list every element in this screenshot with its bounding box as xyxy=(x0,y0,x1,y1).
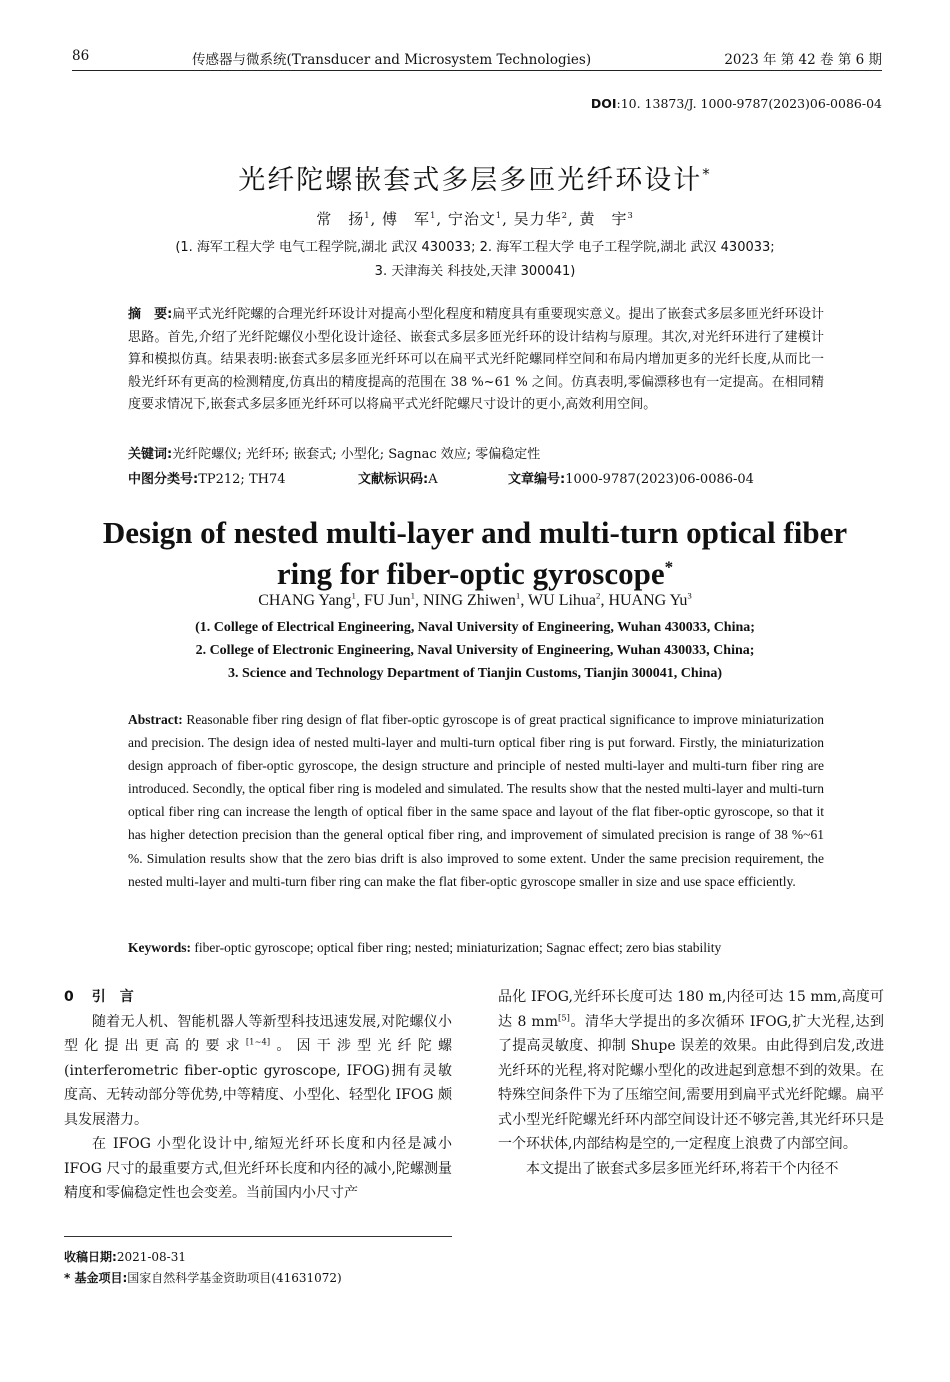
section-number: 0 xyxy=(64,989,74,1005)
clc-value: TP212; TH74 xyxy=(198,472,286,487)
paragraph-text: 品化 IFOG,光纤环长度可达 180 m,内径可达 15 mm,高度可达 8 mm xyxy=(498,989,884,1030)
author-name: 傅 军 xyxy=(382,210,431,228)
chinese-affiliations xyxy=(100,236,850,284)
affiliation-line: 3. Science and Technology Department of Tianjin Customs, Tianjin 300041, China) xyxy=(227,666,723,681)
keywords-label: 关键词: xyxy=(128,447,173,462)
author-affil-mark: 2 xyxy=(561,210,568,220)
author-affil-mark: 2 xyxy=(596,590,601,601)
chinese-abstract xyxy=(128,304,824,417)
author-name: HUANG Yu xyxy=(608,592,688,609)
title-footnote-mark: * xyxy=(664,557,674,577)
fund-info xyxy=(64,1268,464,1289)
citation: [5] xyxy=(557,1011,570,1022)
keywords-label: Keywords: xyxy=(128,940,191,955)
article-number-label: 文章编号: xyxy=(508,472,566,487)
author-affil-mark: 3 xyxy=(627,210,634,220)
english-authors: CHANG Yang$^1$, FU Jun$^1$, NING Zhiwen$^1$, WU Lihua$^2$, HUANG Yu$^3$ xyxy=(258,590,692,609)
chinese-keywords xyxy=(128,443,824,462)
clc-group xyxy=(128,468,286,487)
author-affil-mark: 1 xyxy=(430,210,437,220)
doi-line xyxy=(591,96,882,111)
title-footnote-mark: * xyxy=(702,165,712,183)
fund-value: 国家自然科学基金资助项目(41631072) xyxy=(127,1271,342,1285)
english-title xyxy=(60,512,890,594)
author-affil-mark: 1 xyxy=(495,210,503,220)
author-name: 宁治文 xyxy=(447,210,496,228)
footnotes xyxy=(64,1247,464,1289)
author-affil-mark: 1 xyxy=(351,590,356,601)
author-affil-mark: 1 xyxy=(364,210,371,220)
doc-code-label: 文献标识码: xyxy=(358,472,429,487)
doc-code-group xyxy=(358,468,438,487)
abstract-label: Abstract: xyxy=(128,712,183,727)
doi-value: :10. 13873/J. 1000-9787(2023)06-0086-04 xyxy=(616,96,882,111)
paragraph xyxy=(64,1132,452,1206)
body-column-left xyxy=(64,985,452,1206)
affiliation-line: (1. 海军工程大学 电气工程学院,湖北 武汉 430033; 2. 海军工程大学 电子工程学院,湖北 武汉 430033; xyxy=(175,240,775,255)
chinese-authors: 常 扬$^1$, 傅 军$^1$, 宁治文$^1$, 吴力华$^2$, 黄 宇$^3$ xyxy=(316,210,634,228)
english-title-line: ring for fiber-optic gyroscope xyxy=(276,556,665,591)
chinese-title-text: 光纤陀螺嵌套式多层多匝光纤环设计 xyxy=(238,165,703,196)
abstract-label: 摘 要: xyxy=(128,307,173,322)
author-affil-mark: 1 xyxy=(410,590,416,601)
article-number-group xyxy=(508,468,754,487)
paragraph-text: 本文提出了嵌套式多层多匝光纤环,将若干个内径不 xyxy=(526,1160,839,1177)
author-name: 黄 宇 xyxy=(579,210,628,228)
issue-info: 2023 年 第 42 卷 第 6 期 xyxy=(724,52,882,68)
affiliation-line: 2. College of Electronic Engineering, Naval University of Engineering, Wuhan 430033, China; xyxy=(195,643,755,658)
footnote-divider xyxy=(64,1236,452,1237)
paragraph-text: 在 IFOG 小型化设计中,缩短光纤环长度和内径是减小 IFOG 尺寸的最重要方式,但光纤环长度和内径的减小,陀螺测量精度和零偏稳定性也会变差。当前国内小尺寸产 xyxy=(64,1136,452,1201)
fund-label: * 基金项目: xyxy=(64,1271,128,1285)
keywords-text: fiber-optic gyroscope; optical fiber ring; nested; miniaturization; Sagnac effect; zero bias stability xyxy=(194,940,722,955)
doc-code-value: A xyxy=(428,472,438,487)
author-affil-mark: 3 xyxy=(687,590,692,601)
affiliation-line: 3. 天津海关 科技处,天津 300041) xyxy=(374,264,576,279)
keywords-text: 光纤陀螺仪; 光纤环; 嵌套式; 小型化; Sagnac 效应; 零偏稳定性 xyxy=(172,447,541,462)
abstract-text: 扁平式光纤陀螺的合理光纤环设计对提高小型化程度和精度具有重要现实意义。提出了嵌套式多层多匝光纤环设计思路。首先,介绍了光纤陀螺仪小型化设计途径、嵌套式多层多匝光纤环的设计结构与原理。其次,对光纤环进行了建模计算和模拟仿真。结果表明:嵌套式多层多匝光纤环可以在扁平式光纤陀螺同样空间和布局内增加更多的光纤长度,从而比一般光纤环有更高的检测精度,仿真出的精度提高的范围在 38 %~61 % 之间。仿真表明,零偏漂移也有一定提高。在相同精度要求情况下,嵌套式多层多匝光纤环可以将扁平式光纤陀螺尺寸设计的更小,高效利用空间。 xyxy=(128,307,824,413)
english-keywords xyxy=(128,940,824,956)
author-name: 吴力华 xyxy=(513,210,562,228)
section-title: 引 言 xyxy=(91,989,134,1005)
paragraph xyxy=(498,1157,884,1182)
article-number-value: 1000-9787(2023)06-0086-04 xyxy=(565,472,754,487)
author-name: FU Jun xyxy=(363,592,411,609)
author-name: 常 扬 xyxy=(316,210,365,228)
section-heading xyxy=(64,985,452,1010)
paragraph-text: 随着无人机、智能机器人等新型科技迅速发展,对陀螺仪小型化提出更高的要求 xyxy=(64,1013,452,1054)
paragraph-text: 。因干涉型光纤陀螺(interferometric fiber-optic gyroscope, IFOG)拥有灵敏度高、无转动部分等优势,中等精度、小型化、轻型化 IFOG 颇具发展潜力。 xyxy=(64,1038,452,1128)
running-header xyxy=(72,48,882,71)
author-name: NING Zhiwen xyxy=(423,592,516,609)
author-affil-mark: 1 xyxy=(515,590,521,601)
english-title-line: Design of nested multi-layer and multi-turn optical fiber xyxy=(102,515,848,550)
english-abstract xyxy=(128,708,824,893)
chinese-title xyxy=(0,158,950,197)
body-column-right xyxy=(498,985,884,1181)
abstract-text: Reasonable fiber ring design of flat fiber-optic gyroscope is of great practical significance to improve miniaturization and precision. The design idea of nested multi-layer and multi-turn optical fiber ring is put forward. Firstly, the miniaturization design approach of fiber-optic gyroscope, the design structure and principle of nested multi-layer and multi-turn fiber ring are introduced. Secondly, the optical fiber ring is modeled and simulated. The results show that the nested multi-layer and multi-turn optical fiber ring can increase the length of optical fiber in the same space and layout of the flat fiber-optic gyroscope, so that it has higher detection precision than the general optical fiber ring, and improvement of simulated precision is range of 38 %~61 %. Simulation results show that the zero bias drift is also improved to some extent. Under the same precision requirement, the nested multi-layer and multi-turn fiber ring can make the flat fiber-optic gyroscope smaller in size and use space efficiently. xyxy=(128,712,824,889)
journal-name: 传感器与微系统(Transducer and Microsystem Technologies) xyxy=(192,52,592,68)
doi-label: DOI xyxy=(590,96,617,111)
received-label: 收稿日期: xyxy=(64,1250,117,1264)
paragraph xyxy=(498,985,884,1157)
received-value: 2021-08-31 xyxy=(116,1250,186,1264)
page-number: 86 xyxy=(72,48,90,64)
author-name: WU Lihua xyxy=(528,592,597,609)
author-name: CHANG Yang xyxy=(258,592,352,609)
received-date xyxy=(64,1247,464,1268)
affiliation-line: (1. College of Electrical Engineering, Naval University of Engineering, Wuhan 430033, China; xyxy=(195,620,755,635)
english-affiliations xyxy=(60,616,890,685)
paragraph-text: 。清华大学提出的多次循环 IFOG,扩大光程,达到了提高灵敏度、抑制 Shupe 误差的效果。由此得到启发,改进光纤环的光程,将对陀螺小型化的改进起到意想不到的效果。在特殊空间条件下为了压缩空间,需要用到扁平式光纤陀螺。扁平式小型光纤陀螺光纤环内部空间设计还不够完善,其光纤环只是一个环状体,内部结构是空的,一定程度上浪费了内部空间。 xyxy=(498,1013,884,1152)
clc-label: 中图分类号: xyxy=(128,472,199,487)
citation: [1~4] xyxy=(245,1036,271,1047)
paragraph xyxy=(64,1010,452,1133)
